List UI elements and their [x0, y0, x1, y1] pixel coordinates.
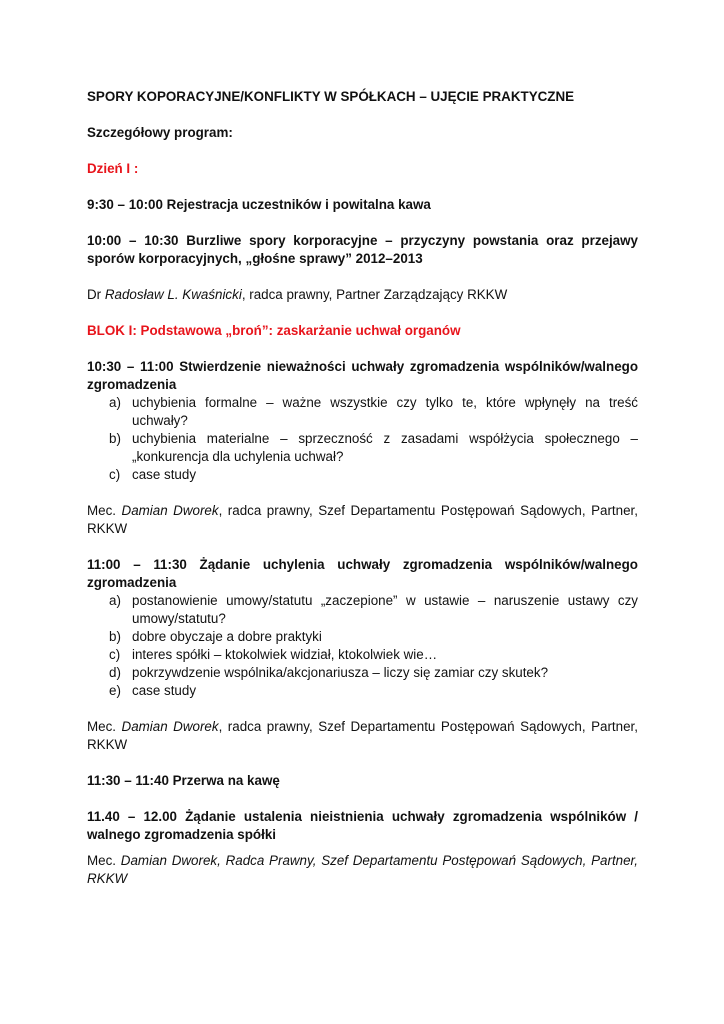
- session-nullity: 10:30 – 11:00 Stwierdzenie nieważności uchwały zgromadzenia wspólników/walnego zgromadzenia: [87, 359, 638, 392]
- speaker-dworek-1: Mec. Damian Dworek, radca prawny, Szef Departamentu Postępowań Sądowych, Partner, RKKW: [87, 503, 638, 536]
- session-registration: 9:30 – 10:00 Rejestracja uczestników i powitalna kawa: [87, 197, 431, 212]
- session-annulment: 11:00 – 11:30 Żądanie uchylenia uchwały zgromadzenia wspólników/walnego zgromadzenia: [87, 557, 638, 590]
- list-item: b) uchybienia materialne – sprzeczność z zasadami współżycia społecznego – „konkurencja dla uchylenia uchwał?: [109, 431, 638, 464]
- annulment-list: [87, 592, 638, 700]
- day-heading: Dzień I :: [87, 161, 139, 176]
- speaker-name: Damian Dworek: [121, 503, 219, 518]
- speaker-name: Radosław L. Kwaśnicki: [104, 287, 242, 302]
- session-disputes: 10:00 – 10:30 Burzliwe spory korporacyjne – przyczyny powstania oraz przejawy sporów korporacyjnych, „głośne sprawy” 2012–2013: [87, 233, 638, 266]
- list-item: c) case study: [109, 467, 197, 482]
- list-item: a) uchybienia formalne – ważne wszystkie czy tylko te, które wpłynęły na treść uchwały?: [109, 395, 638, 428]
- speaker-dworek-3: Mec. Damian Dworek, Radca Prawny, Szef Departamentu Postępowań Sądowych, Partner, RKKW: [87, 853, 639, 886]
- speaker-name: Damian Dworek: [121, 719, 219, 734]
- speaker-kwasnicki: Dr Radosław L. Kwaśnicki, radca prawny, Partner Zarządzający RKKW: [87, 287, 508, 302]
- block-heading: BLOK I: Podstawowa „broń”: zaskarżanie uchwał organów: [87, 323, 461, 338]
- list-item: d) pokrzywdzenie wspólnika/akcjonariusza – liczy się zamiar czy skutek?: [109, 665, 549, 680]
- session-nonexistence: 11.40 – 12.00 Żądanie ustalenia nieistnienia uchwały zgromadzenia wspólników / walnego zgromadzenia spółki: [87, 809, 638, 842]
- list-item: c) interes spółki – ktokolwiek widział, ktokolwiek wie…: [109, 647, 438, 662]
- list-item: b) dobre obyczaje a dobre praktyki: [109, 629, 322, 644]
- program-content: [87, 88, 638, 888]
- list-item: a) postanowienie umowy/statutu „zaczepione” w ustawie – naruszenie ustawy czy umowy/statutu?: [109, 593, 638, 626]
- list-item: e) case study: [109, 683, 197, 698]
- session-coffee-break: 11:30 – 11:40 Przerwa na kawę: [87, 773, 280, 788]
- program-subtitle: Szczegółowy program:: [87, 125, 233, 140]
- document-title: SPORY KOPORACYJNE/KONFLIKTY W SPÓŁKACH – UJĘCIE PRAKTYCZNE: [87, 89, 575, 104]
- speaker-dworek-2: Mec. Damian Dworek, radca prawny, Szef Departamentu Postępowań Sądowych, Partner, RKKW: [87, 719, 638, 752]
- nullity-list: [87, 394, 638, 484]
